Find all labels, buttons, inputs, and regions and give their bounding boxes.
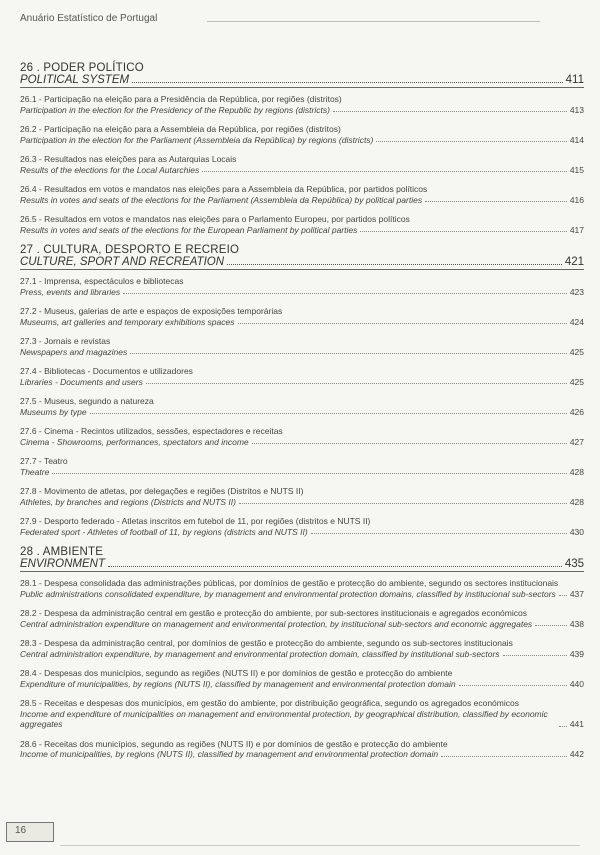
chapter-rule	[20, 87, 584, 88]
entry-page-number: 415	[569, 164, 584, 175]
chapter-title-pt: 28 . AMBIENTE	[20, 546, 104, 558]
entry-page-number: 437	[569, 588, 584, 599]
dot-leader	[503, 655, 567, 656]
entry-title-en: Participation in the election for the Parliament (Assembleia da República) by regions (districts)	[20, 134, 374, 145]
entry-title-row	[20, 709, 584, 730]
entry-title-row	[20, 287, 584, 298]
dot-leader	[123, 293, 567, 294]
entry-title-en: Participation in the election for the Presidency of the Republic by regions (districts)	[20, 104, 330, 115]
entry-title-row	[20, 467, 584, 478]
chapter-rule	[20, 269, 584, 270]
entry-title-pt: 28.5 - Receitas e despesas dos municípios, em gestão do ambiente, por distribuição geográfica, segundo os agregados económicos	[20, 698, 519, 708]
entry-page-number: 413	[569, 104, 584, 115]
entry-title-pt: 27.5 - Museus, segundo a natureza	[20, 396, 154, 406]
dot-leader	[441, 756, 567, 757]
entry-title-en: Cinema - Showrooms, performances, spectators and income	[20, 436, 249, 447]
page-header	[20, 10, 560, 24]
entry-title-en: Theatre	[20, 466, 50, 477]
publication-title: Anuário Estatístico de Portugal	[20, 13, 158, 24]
toc-entry[interactable]	[20, 698, 584, 730]
toc-entry[interactable]	[20, 124, 584, 145]
chapter-title-pt: 27 . CULTURA, DESPORTO E RECREIO	[20, 244, 240, 256]
toc-entry[interactable]	[20, 214, 584, 235]
entry-title-row	[20, 527, 584, 538]
entry-title-row	[20, 195, 584, 206]
entry-page-number: 417	[569, 224, 584, 235]
entry-title-pt: 26.4 - Resultados em votos e mandatos nas eleições para a Assembleia da República, por partidos políticos	[20, 184, 428, 194]
entry-title-row	[20, 317, 584, 328]
toc-entry[interactable]	[20, 154, 584, 175]
page-number-box	[6, 822, 54, 842]
chapter-rule	[20, 571, 584, 572]
dot-leader	[333, 111, 567, 112]
entry-title-pt: 27.3 - Jornais e revistas	[20, 336, 111, 346]
entry-title-en: Income of municipalities, by regions (NUTS II), classified by management and environmental protection domain	[20, 749, 439, 759]
entry-title-pt: 26.1 - Participação na eleição para a Presidência da República, por regiões (distritos)	[20, 94, 342, 104]
dot-leader	[252, 443, 567, 444]
entry-title-en: Press, events and libraries	[20, 286, 121, 297]
entry-title-row	[20, 679, 584, 690]
entry-title-row	[20, 165, 584, 176]
entry-title-en: Museums, art galleries and temporary exhibitions spaces	[20, 316, 235, 327]
dot-leader	[239, 503, 567, 504]
entry-page-number: 427	[569, 436, 584, 447]
chapter-title-en: POLITICAL SYSTEM	[20, 74, 130, 86]
entry-title-row	[20, 407, 584, 418]
header-rule	[207, 21, 540, 22]
chapter-title-pt: 26 . PODER POLÍTICO	[20, 62, 144, 74]
entry-page-number: 423	[569, 286, 584, 297]
entry-page-number: 438	[569, 618, 584, 629]
chapter-page-number: 435	[564, 558, 584, 570]
dot-leader	[52, 473, 567, 474]
entry-page-number: 424	[569, 316, 584, 327]
entry-page-number: 425	[569, 346, 584, 357]
entry-page-number: 428	[569, 466, 584, 477]
chapter-page-number: 421	[564, 256, 584, 268]
entry-page-number: 439	[569, 648, 584, 659]
entry-title-en: Federated sport - Athletes of football of 11, by regions (districts and NUTS II)	[20, 526, 308, 537]
entry-title-row	[20, 619, 584, 630]
chapter-title-en: ENVIRONMENT	[20, 558, 105, 570]
entry-title-row	[20, 105, 584, 116]
dot-leader	[535, 625, 567, 626]
entry-title-en: Central administration expenditure on management and environmental protection, by institucional sub-sectors and economic aggregates	[20, 618, 533, 629]
entry-title-row	[20, 225, 584, 236]
entry-title-pt: 28.3 - Despesa da administração central, por domínios de gestão e protecção do ambiente, segundo os sub-sectores institucionais	[20, 638, 513, 648]
entry-title-en: Public administrations consolidated expenditure, by management and environmental protection domains, classified by institucional sub-sectors	[20, 588, 556, 599]
dot-leader	[559, 595, 567, 596]
entry-title-en: Libraries - Documents and users	[20, 376, 143, 387]
entry-title-pt: 27.1 - Imprensa, espectáculos e bibliotecas	[20, 276, 184, 286]
entry-page-number: 440	[569, 678, 584, 689]
dot-leader	[90, 413, 567, 414]
entry-title-en: Results in votes and seats of the elections for the Parliament (Assembleia da República) by political parties	[20, 194, 423, 205]
dot-leader	[146, 383, 567, 384]
entry-title-pt: 27.7 - Teatro	[20, 456, 68, 466]
toc-entry[interactable]	[20, 668, 584, 689]
dot-leader	[559, 726, 567, 727]
chapter-section	[20, 546, 584, 760]
entry-page-number: 441	[569, 719, 584, 729]
entry-page-number: 426	[569, 406, 584, 417]
entry-page-number: 428	[569, 496, 584, 507]
entry-title-row	[20, 589, 584, 600]
chapter-section	[20, 244, 584, 537]
dot-leader	[425, 201, 567, 202]
entry-page-number: 414	[569, 134, 584, 145]
entry-title-pt: 27.4 - Bibliotecas - Documentos e utilizadores	[20, 366, 193, 376]
dot-leader	[227, 264, 562, 265]
entry-page-number: 416	[569, 194, 584, 205]
entry-title-en: Athletes, by branches and regions (Districts and NUTS II)	[20, 496, 236, 507]
entry-title-pt: 28.4 - Despesas dos municípios, segundo as regiões (NUTS II) e por domínios de gestão e protecção do ambiente	[20, 668, 453, 678]
toc-entry[interactable]	[20, 516, 584, 537]
entry-title-row	[20, 377, 584, 388]
toc-entry[interactable]	[20, 366, 584, 387]
dot-leader	[459, 685, 567, 686]
chapter-page-number: 411	[565, 74, 584, 86]
toc-entry[interactable]	[20, 306, 584, 327]
entry-title-row	[20, 135, 584, 146]
dot-leader	[130, 353, 567, 354]
entry-title-pt: 28.2 - Despesa da administração central em gestão e protecção do ambiente, por sub-sectores institucionais e agregados económicos	[20, 608, 527, 618]
entry-title-en: Museums by type	[20, 406, 87, 417]
chapter-section	[20, 62, 584, 235]
chapter-heading-row[interactable]	[20, 558, 584, 570]
toc-entry[interactable]	[20, 578, 584, 599]
dot-leader	[311, 533, 567, 534]
entry-title-en: Central administration expenditure, by management and environmental protection domain, classified by institutional sub-sectors	[20, 648, 500, 659]
entry-title-pt: 26.3 - Resultados nas eleições para as Autarquias Locais	[20, 154, 237, 164]
table-of-contents	[20, 62, 584, 769]
chapter-heading-row[interactable]	[20, 256, 584, 268]
entry-page-number: 425	[569, 376, 584, 387]
dot-leader	[238, 323, 567, 324]
entry-title-row	[20, 749, 584, 760]
entry-title-pt: 26.5 - Resultados em votos e mandatos nas eleições para o Parlamento Europeu, por partidos políticos	[20, 214, 410, 224]
entry-title-row	[20, 649, 584, 660]
entry-page-number: 430	[569, 526, 584, 537]
page-number: 16	[15, 825, 27, 836]
toc-entry[interactable]	[20, 276, 584, 297]
entry-title-pt: 27.2 - Museus, galerias de arte e espaços de exposições temporárias	[20, 306, 283, 316]
entry-title-en: Newspapers and magazines	[20, 346, 128, 357]
dot-leader	[202, 171, 567, 172]
entry-title-en: Results in votes and seats of the elections for the European Parliament by political parties	[20, 224, 358, 235]
entry-title-en: Results of the elections for the Local Autarchies	[20, 164, 200, 175]
entry-title-pt: 26.2 - Participação na eleição para a Assembleia da República, por regiões (distritos)	[20, 124, 341, 134]
dot-leader	[360, 231, 566, 232]
entry-title-en: Income and expenditure of municipalities on management and environmental protection, by geographical distribution, classified by economic aggregates	[20, 708, 548, 729]
entry-page-number: 442	[569, 749, 584, 759]
chapter-heading-row[interactable]	[20, 74, 584, 86]
entry-title-pt: 28.6 - Receitas dos municípios, segundo as regiões (NUTS II) e por domínios de gestão e protecção do ambiente	[20, 738, 448, 749]
entry-title-pt: 27.8 - Movimento de atletas, por delegações e regiões (Distritos e NUTS II)	[20, 486, 304, 496]
footer-rule	[60, 845, 580, 846]
toc-entry[interactable]	[20, 426, 584, 447]
dot-leader	[376, 141, 566, 142]
entry-title-en: Expenditure of municipalities, by regions (NUTS II), classified by management and environmental protection domain	[20, 678, 456, 689]
entry-title-pt: 27.6 - Cinema - Recintos utilizados, sessões, espectadores e receitas	[20, 426, 283, 436]
toc-entry[interactable]	[20, 184, 584, 205]
toc-entry[interactable]	[20, 94, 584, 115]
dot-leader	[108, 566, 562, 567]
toc-entry[interactable]	[20, 456, 584, 477]
entry-title-row	[20, 347, 584, 358]
entry-title-row	[20, 437, 584, 448]
toc-entry[interactable]	[20, 336, 584, 357]
entry-title-row	[20, 497, 584, 508]
dot-leader	[132, 82, 563, 83]
toc-entry[interactable]	[20, 608, 584, 629]
toc-entry[interactable]	[20, 486, 584, 507]
toc-entry[interactable]	[20, 638, 584, 659]
entry-title-pt: 28.1 - Despesa consolidada das administrações públicas, por domínios de gestão e protecção do ambiente, segundo os sectores institucionais	[20, 578, 559, 588]
chapter-title-en: CULTURE, SPORT AND RECREATION	[20, 256, 225, 268]
toc-entry[interactable]	[20, 739, 584, 760]
toc-entry[interactable]	[20, 396, 584, 417]
entry-title-pt: 27.9 - Desporto federado - Atletas inscritos em futebol de 11, por regiões (distritos e NUTS II)	[20, 516, 371, 526]
